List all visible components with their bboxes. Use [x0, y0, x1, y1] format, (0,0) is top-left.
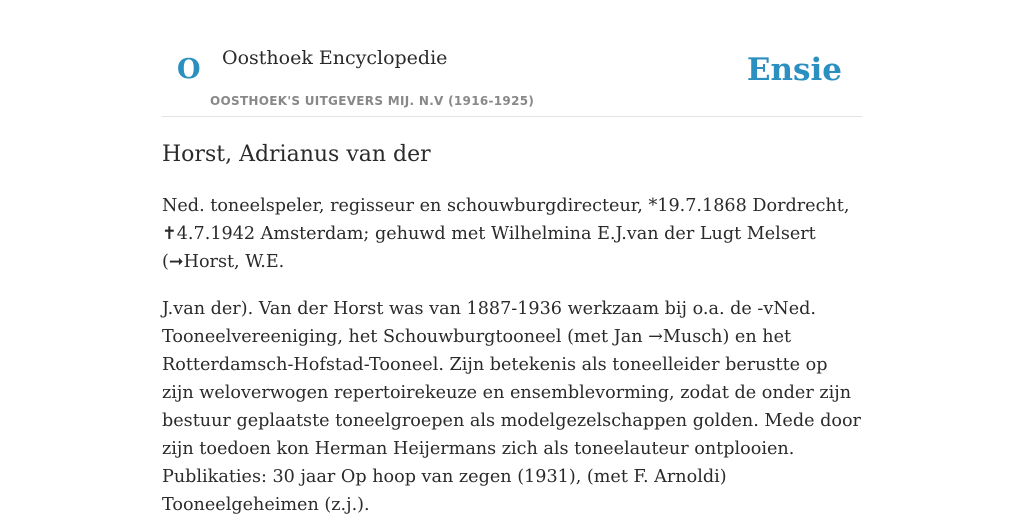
ensie-brand-link[interactable]: Ensie [746, 52, 842, 88]
oosthoek-logo[interactable]: O [177, 54, 201, 85]
article-paragraph-2: J.van der). Van der Horst was van 1887-1936 werkzaam bij o.a. de -vNed. Tooneelvereeniging, het Schouwburgtooneel (met Jan →Musch) en het Rotterdamsch-Hofstad-Tooneel. Zijn betekenis als toneelleider berustte op zijn weloverwogen repertoirekeuze en ensemblevorming, zodat de onder zijn bestuur geplaatste toneelgroepen als modelgezelschappen golden. Mede door zijn toedoen kon Herman Heijermans zich als toneelauteur ontplooien. Publikaties: 30 jaar Op hoop van zegen (1931), (met F. Arnoldi) Tooneelgeheimen (z.j.). [162, 299, 861, 515]
publisher-label: OOSTHOEK'S UITGEVERS MIJ. N.V (1916-1925) [210, 94, 535, 108]
article-title: Horst, Adrianus van der [162, 142, 431, 167]
site-name[interactable]: Oosthoek Encyclopedie [222, 47, 448, 69]
page-container [162, 0, 862, 515]
article-paragraph-1: Ned. toneelspeler, regisseur en schouwburgdirecteur, *19.7.1868 Dordrecht, ✝4.7.1942 Amsterdam; gehuwd met Wilhelmina E.J.van der Lugt Melsert (➞Horst, W.E. [162, 196, 850, 272]
site-header [162, 0, 862, 117]
